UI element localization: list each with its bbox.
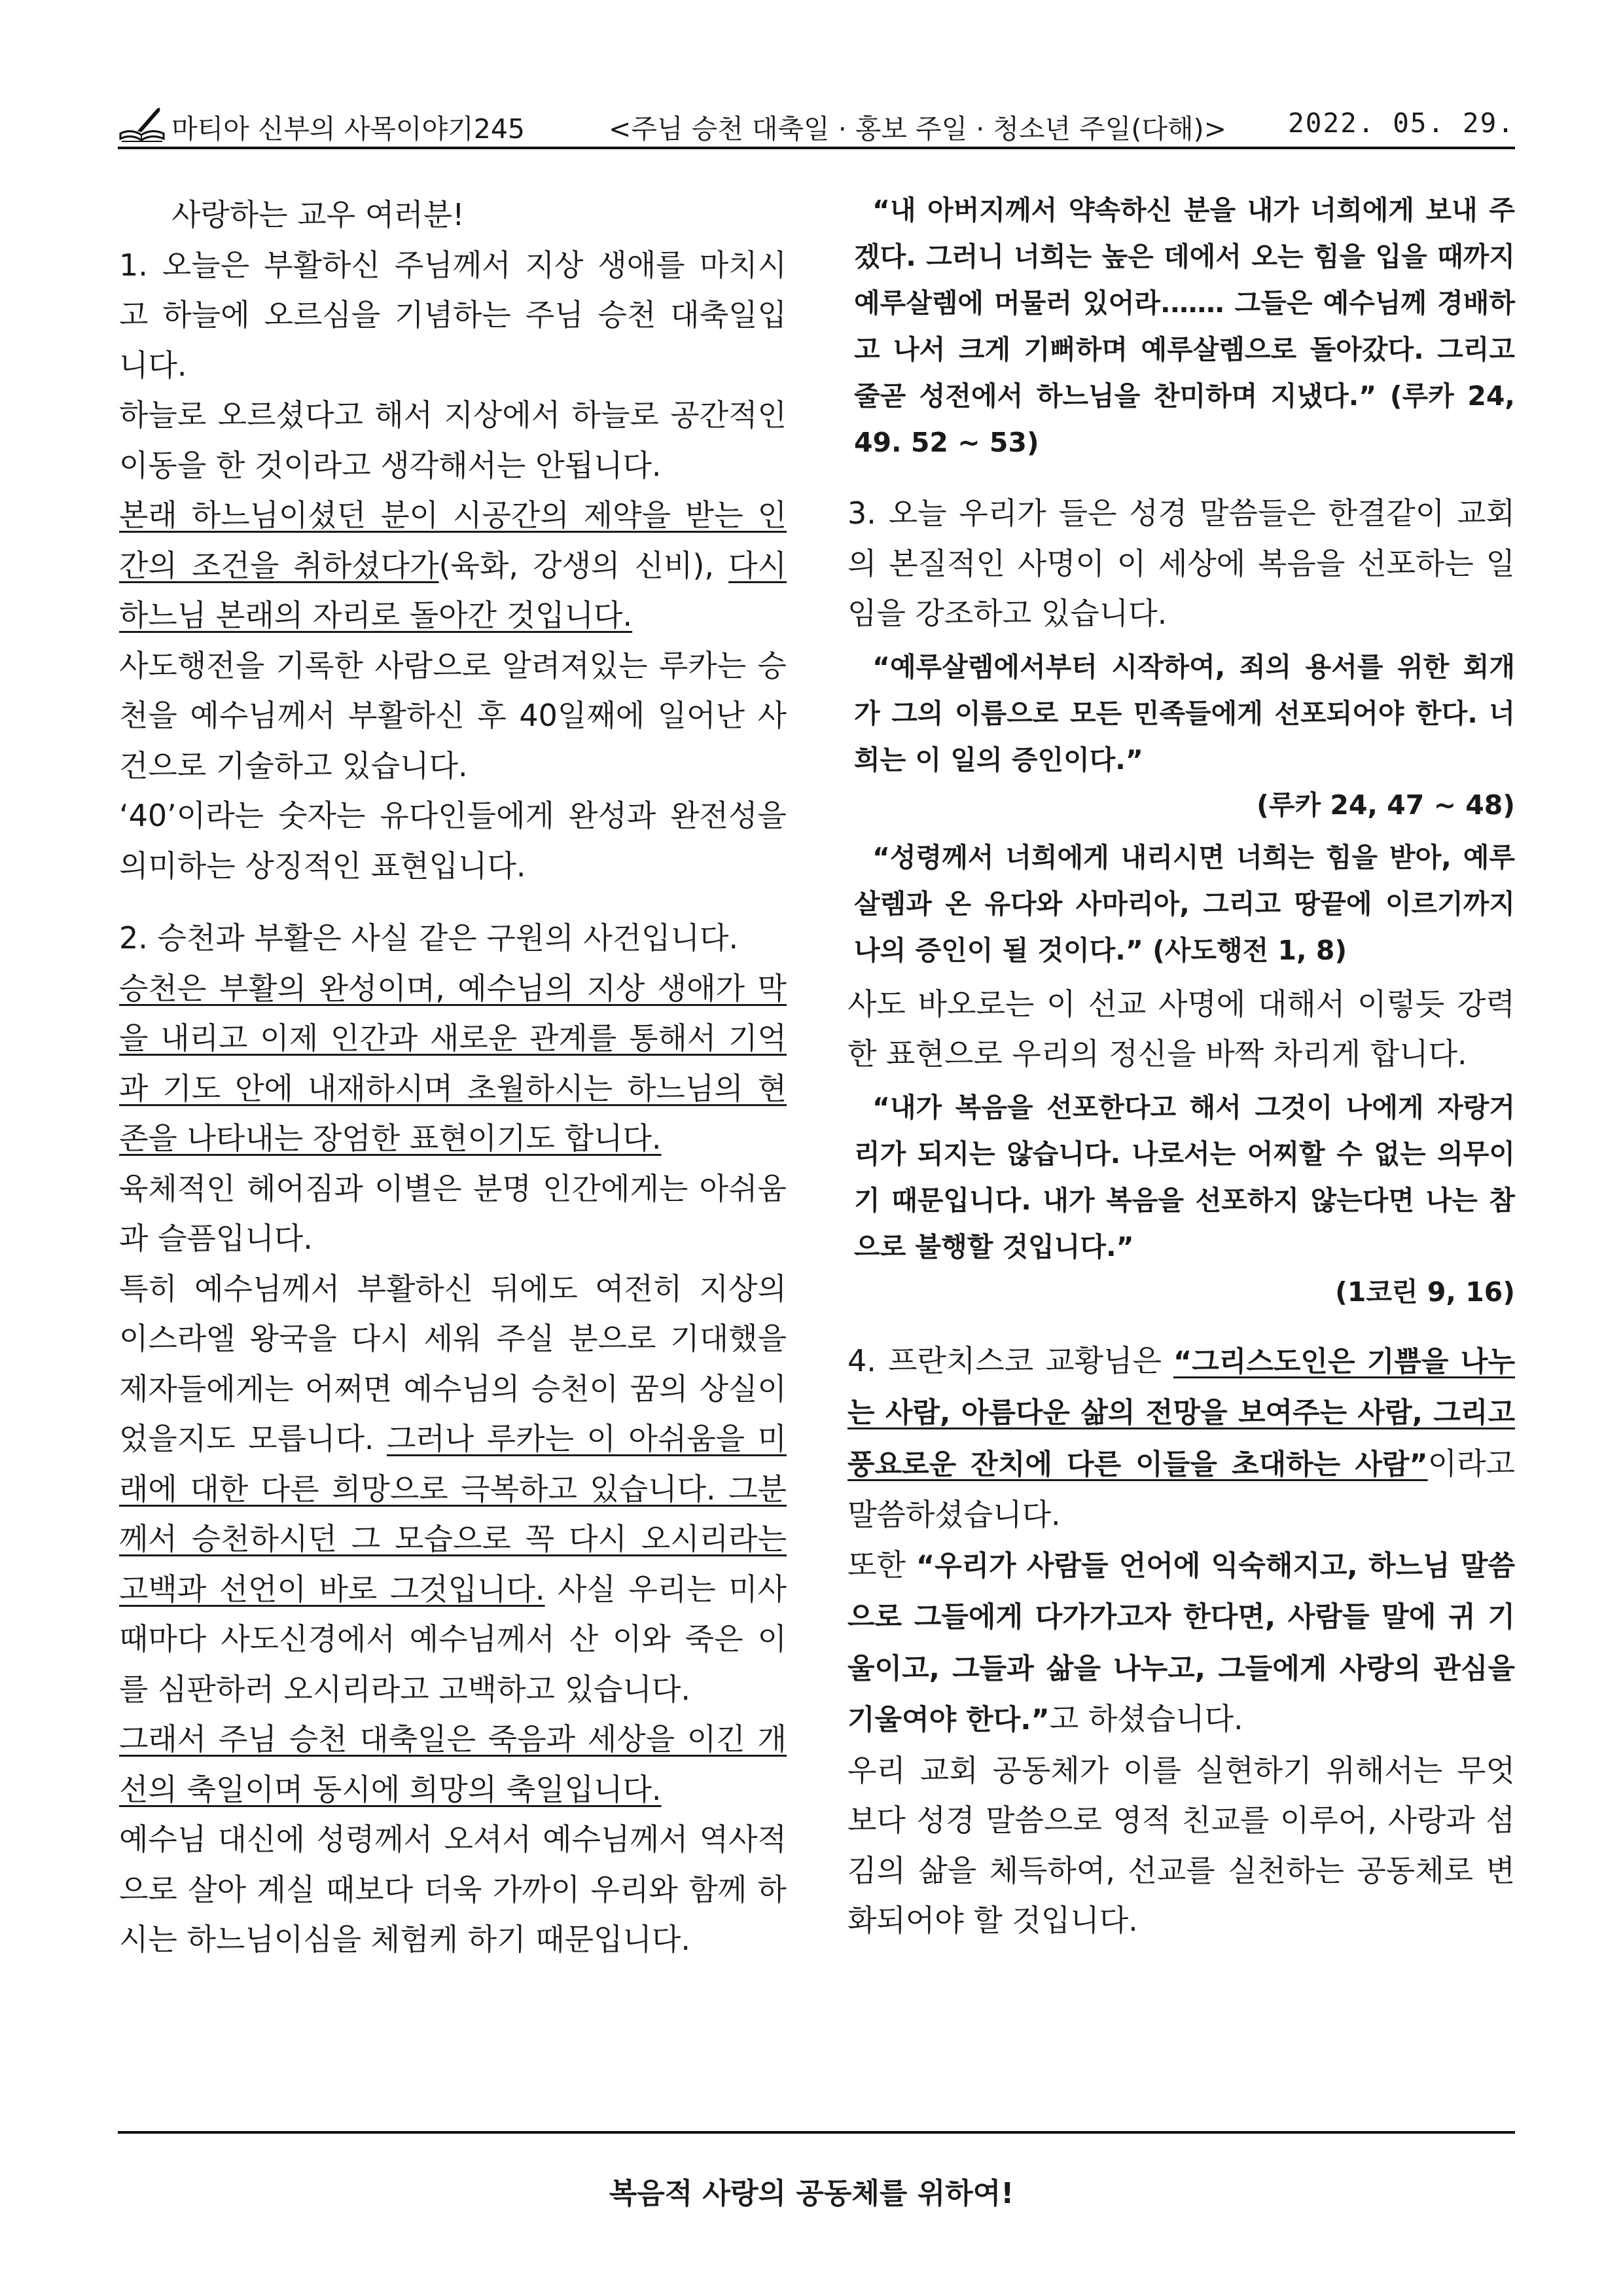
- liturgical-title: <주님 승천 대축일 · 홍보 주일 · 청소년 주일(다해)>: [609, 113, 1226, 145]
- greeting: 사랑하는 교우 여러분!: [171, 197, 465, 232]
- header-rule: [118, 147, 1515, 149]
- scripture-quote-4: “내가 복음을 선포한다고 해서 그것이 나에게 자랑거리가 되지는 않습니다. 나로서는 어찌할 수 없는 의무이기 때문입니다. 내가 복음을 선포하지 않는다면 나는 참으로 불행할 것입니다.”: [854, 1091, 1515, 1263]
- paragraph-3b: 사도 바오로는 이 선교 사명에 대해서 이렇듯 강력한 표현으로 우리의 정신을 바짝 차리게 합니다.: [847, 986, 1515, 1071]
- inline-text: 특히 예수님께서 부활하신 뒤에도 여전히 지상의 이스라엘 왕국을 다시 세워 주실 분으로 기대했을 제자들에게는 어쩌면 예수님의 승천이 꿈의 상실이었을지도 모릅니다.: [119, 1270, 787, 1456]
- paragraph-3a: 3. 오늘 우리가 들은 성경 말씀들은 한결같이 교회의 본질적인 사명이 이 세상에 복음을 선포하는 일임을 강조하고 있습니다.: [847, 495, 1515, 631]
- scripture-citation-2: (루카 24, 47 ~ 48): [1257, 789, 1515, 821]
- paragraph-2b: [119, 963, 787, 1164]
- paragraph-4c: 우리 교회 공동체가 이를 실현하기 위해서는 무엇보다 성경 말씀으로 영적 친교를 이루어, 사랑과 섬김의 삶을 체득하여, 선교를 실천하는 공동체로 변화되어야 할 것입니다.: [847, 1752, 1515, 1938]
- left-column: [119, 190, 787, 1965]
- footer-motto: 복음적 사랑의 공동체를 위하여!: [609, 2177, 1014, 2210]
- inline-text: 이라고 말씀하셨습니다.: [847, 1445, 1515, 1532]
- underlined-quote: “그리스도인은 기쁨을 나누는 사람, 아름다운 삶의 전망을 보여주는 사람, 그리고 풍요로운 잔치에 다른 이들을 초대하는 사람”: [847, 1345, 1515, 1481]
- underlined-text: 그러나 루카는 이 아쉬움을 미래에 대한 다른 희망으로 극복하고 있습니다. 그분께서 승천하시던 그 모습으로 꼭 다시 오시리라는 고백과 선언이 바로 그것입니다.: [119, 1421, 787, 1607]
- page-header: [118, 105, 1515, 151]
- scripture-quote-2: “예루살렘에서부터 시작하여, 죄의 용서를 위한 회개가 그의 이름으로 모든 민족들에게 선포되어야 한다. 너희는 이 일의 증인이다.”: [854, 651, 1515, 776]
- paragraph-2c: 육체적인 헤어짐과 이별은 분명 인간에게는 아쉬움과 슬픔입니다.: [119, 1170, 787, 1256]
- paragraph-4b: [847, 1540, 1515, 1746]
- scripture-citation-4: (1코린 9, 16): [1335, 1276, 1515, 1308]
- paragraph-1b: 하늘로 오르셨다고 해서 지상에서 하늘로 공간적인 이동을 한 것이라고 생각해서는 안됩니다.: [119, 397, 787, 483]
- paragraph-4a: [847, 1336, 1515, 1540]
- paragraph-1d: 사도행전을 기록한 사람으로 알려져있는 루카는 승천을 예수님께서 부활하신 후 40일째에 일어난 사건으로 기술하고 있습니다.: [119, 647, 787, 783]
- inline-text: 사실 우리는 미사 때마다 사도신경에서 예수님께서 산 이와 죽은 이를 심판하러 오시리라고 고백하고 있습니다.: [119, 1571, 787, 1707]
- series-title: 마티아 신부의 사목이야기245: [171, 113, 525, 145]
- underlined-text: 승천은 부활의 완성이며, 예수님의 지상 생애가 막을 내리고 이제 인간과 새로운 관계를 통해서 기억과 기도 안에 내재하시며 초월하시는 하느님의 현존을 나타내는 장엄한 표현이기도 합니다.: [119, 970, 787, 1156]
- paragraph-1e: ‘40’이라는 숫자는 유다인들에게 완성과 완전성을 의미하는 상징적인 표현입니다.: [119, 798, 787, 884]
- right-column: [847, 190, 1515, 1946]
- paragraph-1c: [119, 490, 787, 641]
- inline-text: 또한: [847, 1547, 916, 1583]
- underlined-text: 그래서 주님 승천 대축일은 죽음과 세상을 이긴 개선의 축일이며 동시에 희망의 축일입니다.: [119, 1721, 787, 1807]
- paragraph-2f: 예수님 대신에 성령께서 오셔서 예수님께서 역사적으로 살아 계실 때보다 더욱 가까이 우리와 함께 하시는 하느님이심을 체험케 하기 때문입니다.: [119, 1821, 787, 1957]
- underlined-text: 다시 하느님 본래의 자리로 돌아간 것입니다.: [119, 547, 787, 633]
- scripture-quote-1: “내 아버지께서 약속하신 분을 내가 너희에게 보내 주겠다. 그러니 너희는 높은 데에서 오는 힘을 입을 때까지 예루살렘에 머물러 있어라.…… 그들은 예수님께 경배하고 나서 크게 기뻐하며 예루살렘으로 돌아갔다. 그리고 줄곧 성전에서 하느님을 찬미하며 지냈다.” (루카 24, 49. 52 ~ 53): [854, 194, 1515, 458]
- issue-date: 2022. 05. 29.: [1288, 107, 1515, 139]
- paragraph-1a: 1. 오늘은 부활하신 주님께서 지상 생애를 마치시고 하늘에 오르심을 기념하는 주님 승천 대축일입니다.: [119, 247, 787, 383]
- inline-text: (육화, 강생의 신비),: [438, 547, 715, 583]
- scripture-quote-3: “성령께서 너희에게 내리시면 너희는 힘을 받아, 예루살렘과 온 유다와 사마리아, 그리고 땅끝에 이르기까지 나의 증인이 될 것이다.” (사도행전 1, 8): [854, 841, 1515, 966]
- underlined-text: 본래 하느님이셨던 분이 시공간의 제약을 받는 인간의 조건을 취하셨다가: [119, 497, 787, 583]
- bold-quote: “우리가 사람들 언어에 익숙해지고, 하느님 말씀으로 그들에게 다가가고자 한다면, 사람들 말에 귀 기울이고, 그들과 삶을 나누고, 그들에게 사랑의 관심을 기울여야 한다.”: [847, 1549, 1516, 1736]
- footer-rule: [118, 2131, 1515, 2134]
- inline-text: 4. 프란치스코 교황님은: [847, 1342, 1173, 1378]
- paragraph-2a: 2. 승천과 부활은 사실 같은 구원의 사건입니다.: [119, 920, 739, 956]
- book-and-quill-icon: [118, 105, 166, 145]
- paragraph-2e: [119, 1714, 787, 1814]
- paragraph-2d: [119, 1264, 787, 1715]
- inline-text: 고 하셨습니다.: [1049, 1701, 1243, 1736]
